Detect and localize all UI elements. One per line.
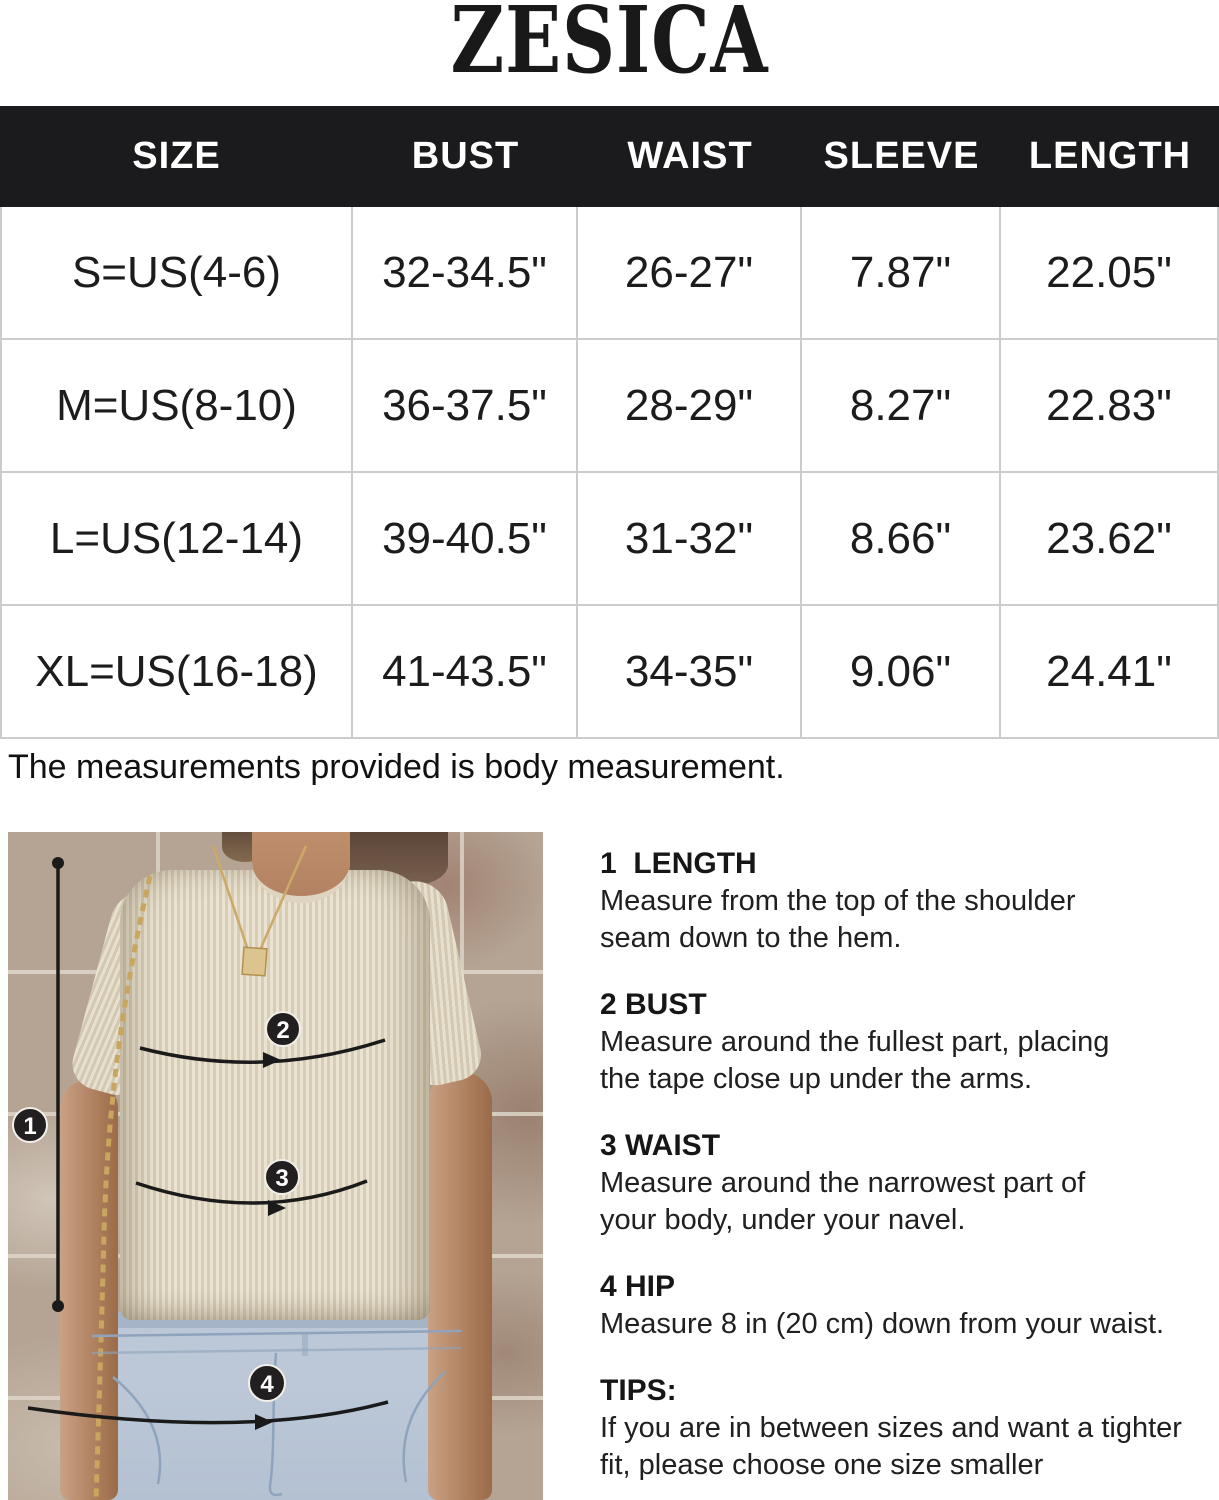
size-table-header-row	[0, 106, 1219, 207]
marker-hip	[249, 1365, 285, 1401]
arrowhead	[255, 1414, 273, 1430]
guide-text: Measure around the narrowest part of	[600, 1167, 1086, 1199]
cell-size: M=US(8-10)	[2, 340, 353, 471]
column-header-bust: BUST	[411, 135, 520, 177]
guide-text: If you are in between sizes and want a tighter	[600, 1412, 1182, 1444]
size-table-body	[0, 207, 1219, 739]
marker-bust	[266, 1012, 300, 1046]
size-table	[0, 106, 1219, 739]
cell-size: XL=US(16-18)	[2, 606, 353, 737]
guide-section-tips	[600, 1372, 1218, 1484]
measurement-photo	[8, 832, 543, 1500]
table-row	[2, 207, 1217, 340]
cell-bust: 32-34.5"	[353, 207, 578, 338]
column-header-sleeve: SLEEVE	[823, 135, 980, 177]
guide-heading: 2 BUST	[600, 988, 707, 1021]
guide-section-hip	[600, 1268, 1218, 1343]
brand-logo: ZESICA	[450, 0, 769, 94]
table-row	[2, 473, 1217, 606]
hip-measure-arc	[28, 1402, 388, 1423]
cell-bust: 41-43.5"	[353, 606, 578, 737]
guide-text: seam down to the hem.	[600, 922, 902, 954]
cell-bust: 39-40.5"	[353, 473, 578, 604]
table-row	[2, 340, 1217, 473]
guide-heading: 4 HIP	[600, 1270, 676, 1303]
guide-heading: 3 WAIST	[600, 1129, 721, 1162]
guide-text: your body, under your navel.	[600, 1204, 966, 1236]
guide-section-length	[600, 845, 1218, 957]
cell-sleeve: 7.87"	[802, 207, 1001, 338]
cell-size: L=US(12-14)	[2, 473, 353, 604]
waist-measure-arc	[136, 1181, 367, 1203]
cell-waist: 34-35"	[578, 606, 802, 737]
marker-waist	[265, 1160, 299, 1194]
svg-text:2: 2	[276, 1017, 290, 1044]
guide-heading: 1 LENGTH	[600, 847, 757, 880]
guide-heading: TIPS:	[600, 1374, 677, 1407]
table-row	[2, 606, 1217, 737]
arrowhead	[263, 1052, 281, 1068]
cell-length: 22.83"	[1046, 380, 1172, 430]
bust-measure-arc	[140, 1040, 385, 1062]
cell-waist: 26-27"	[578, 207, 802, 338]
measurement-annotations	[8, 832, 543, 1500]
measurement-note: The measurements provided is body measurement.	[8, 748, 785, 786]
cell-length: 24.41"	[1046, 646, 1172, 696]
svg-text:4: 4	[260, 1371, 274, 1398]
measurement-guide	[600, 845, 1218, 1500]
cell-length: 22.05"	[1046, 247, 1172, 297]
guide-text: the tape close up under the arms.	[600, 1063, 1033, 1095]
cell-size: S=US(4-6)	[2, 207, 353, 338]
column-header-length: LENGTH	[1028, 135, 1192, 177]
marker-length	[13, 1108, 47, 1142]
guide-text: Measure 8 in (20 cm) down from your waist.	[600, 1308, 1165, 1340]
cell-length: 23.62"	[1046, 513, 1172, 563]
cell-sleeve: 9.06"	[802, 606, 1001, 737]
column-header-waist: WAIST	[627, 135, 753, 177]
svg-text:1: 1	[23, 1113, 37, 1140]
cell-sleeve: 8.27"	[802, 340, 1001, 471]
cell-bust: 36-37.5"	[353, 340, 578, 471]
cell-waist: 31-32"	[578, 473, 802, 604]
guide-text: Measure from the top of the shoulder	[600, 885, 1076, 917]
guide-text: Measure around the fullest part, placing	[600, 1026, 1110, 1058]
cell-sleeve: 8.66"	[802, 473, 1001, 604]
guide-text: fit, please choose one size smaller	[600, 1449, 1044, 1481]
cell-waist: 28-29"	[578, 340, 802, 471]
column-header-size: SIZE	[132, 135, 221, 177]
svg-text:3: 3	[275, 1165, 289, 1192]
guide-section-bust	[600, 986, 1218, 1098]
guide-section-waist	[600, 1127, 1218, 1239]
